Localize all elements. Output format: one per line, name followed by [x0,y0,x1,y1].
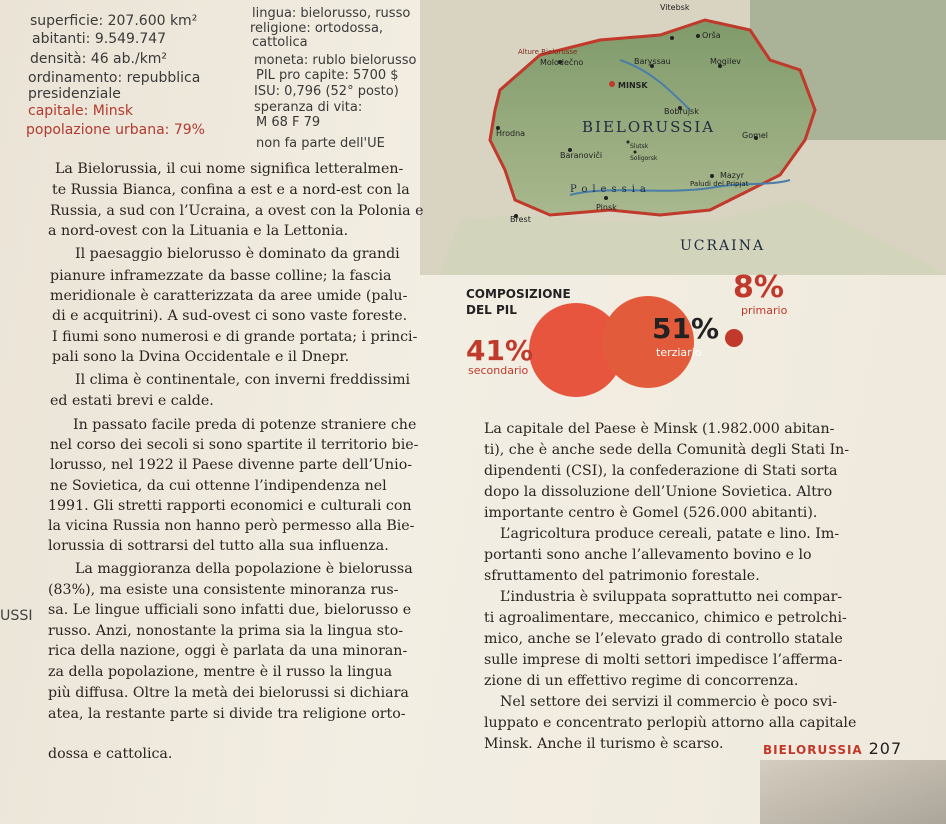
map-belarus [420,0,946,275]
left-text-line: pianure inframezzate da basse colline; la fascia [50,268,392,284]
left-text-line: di e acquitrini). A sud-ovest ci sono vaste foreste. [52,308,408,324]
city-label-pinsk: Pinsk [596,203,617,212]
pie-terziario-pct: 51% [652,312,720,345]
left-text-line: la vicina Russia non hanno però permesso alla Bie- [48,518,415,534]
left-text-line: za della popolazione, mentre è il russo la lingua [48,664,393,680]
sector-primario-circle [725,329,743,347]
left-text-line: nel corso dei secoli si sono spartite il territorio bie- [50,437,419,453]
fact-religione-2: cattolica [252,35,308,50]
map-region-alture: Alture Bielorusse [518,48,578,56]
fact-pil: PIL pro capite: 5700 $ [256,68,399,83]
page-shadow [760,760,946,824]
city-label-slutsk: Slutsk [630,143,649,150]
right-text-line: Minsk. Anche il turismo è scarso. [484,736,724,752]
fact-abitanti: abitanti: 9.549.747 [32,31,167,47]
left-text-line: pali sono la Dvina Occidentale e il Dnepr. [52,349,350,365]
fact-isu: ISU: 0,796 (52° posto) [254,84,399,99]
city-label-soligorsk: Soligorsk [630,155,658,162]
map-neighbor-label: UCRAINA [680,238,766,254]
pie-graphic [520,290,750,420]
footer-label: BIELORUSSIA [763,743,863,757]
pie-title-line-1: COMPOSIZIONE [466,287,571,301]
left-text-line: lorussia di sottrarsi del tutto alla sua influenza. [48,538,389,554]
left-text-line: ed estati brevi e calde. [50,393,214,409]
left-text-line: 1991. Gli stretti rapporti economici e culturali con [48,498,412,514]
fact-densita: densità: 46 ab./km² [30,51,168,67]
right-text-line: dipendenti (CSI), la confederazione di Stati sorta [484,463,838,479]
left-text-line: In passato facile preda di potenze straniere che [73,417,417,433]
right-text-line: sfruttamento del patrimonio forestale. [484,568,760,584]
city-label-mazyr: Mazyr [720,171,745,180]
right-text-line: L’industria è sviluppata soprattutto nei compar- [500,589,843,605]
pie-secondario-label: secondario [468,364,529,377]
city-label-orsa: Orša [702,31,721,40]
left-text-line: Russia, a sud con l’Ucraina, a ovest con la Polonia e [50,203,424,219]
fact-religione: religione: ortodossa, [250,21,384,36]
left-text-line: ne Sovietica, da cui ottenne l’indipendenza nel [50,478,387,494]
left-text-line: I fiumi sono numerosi e di grande portata; i princi- [52,329,418,345]
left-text-line: sa. Le lingue ufficiali sono infatti due, bielorusso e [48,602,412,618]
right-text-line: sulle imprese di molti settori impedisce l’afferma- [484,652,843,668]
left-text-line: Il paesaggio bielorusso è dominato da grandi [75,246,400,262]
city-label-bobrujsk: Bobrujsk [664,107,699,116]
left-text-line: (83%), ma esiste una consistente minoranza rus- [48,582,399,598]
city-label-mogilev: Mogilev [710,57,741,66]
left-text-line: lorusso, nel 1922 il Paese divenne parte dell’Unio- [50,457,413,473]
city-label-gomel: Gomel [742,131,769,140]
map-region-pripjat: Paludi del Pripjat [690,180,749,188]
left-text-line: La maggioranza della popolazione è bielorussa [75,561,413,577]
pie-primario-pct: 8% [733,270,784,305]
right-text-line: dopo la dissoluzione dell’Unione Sovietica. Altro [484,484,833,500]
left-text-line: atea, la restante parte si divide tra religione orto- [48,706,406,722]
right-text-line: portanti sono anche l’allevamento bovino e lo [484,547,812,563]
city-label-hrodna: Hrodna [496,129,526,138]
pie-primario-label: primario [741,304,788,317]
fact-ue: non fa parte dell'UE [256,136,385,151]
left-text-line: La Bielorussia, il cui nome significa letteralmen- [55,161,404,177]
fact-ordinamento-2: presidenziale [28,86,121,102]
fact-speranza: speranza di vita: [254,100,363,115]
left-text-line: a nord-ovest con la Lituania e la Lettonia. [48,223,349,239]
page-footer [763,739,902,758]
city-label-baranovici: Baranoviči [560,151,603,160]
city-label-molodecno: Molodečno [540,58,584,67]
right-text-line: La capitale del Paese è Minsk (1.982.000 abitan- [484,421,835,437]
right-text-line: L’agricoltura produce cereali, patate e lino. Im- [500,526,840,542]
right-text-line: luppato e concentrato perlopiù attorno alla capitale [484,715,857,731]
fact-moneta: moneta: rublo bielorusso [254,53,417,68]
city-label-vitebsk: Vitebsk [660,3,690,12]
fact-superficie: superficie: 207.600 km² [30,13,198,29]
fact-popolazione: popolazione urbana: 79% [26,122,205,138]
left-text-line: Il clima è continentale, con inverni freddissimi [75,372,411,388]
city-label-brest: Brest [510,215,531,224]
map-region-polessia: Polessia [570,184,651,195]
right-text-line: mico, anche se l’elevato grado di controllo statale [484,631,843,647]
left-text-line: più diffusa. Oltre la metà dei bielorussi si dichiara [48,685,409,701]
right-text-line: ti agroalimentare, meccanico, chimico e petrolchi- [484,610,847,626]
pie-secondario-pct: 41% [466,334,534,367]
fact-capitale: capitale: Minsk [28,103,134,119]
pie-terziario-label: terziario [656,346,702,359]
left-text-line: te Russia Bianca, confina a est e a nord-est con la [52,182,410,198]
fact-speranza-val: M 68 F 79 [256,115,321,130]
right-text-line: ti), che è anche sede della Comunità degli Stati In- [484,442,850,458]
right-text-line: importante centro è Gomel (526.000 abitanti). [484,505,818,521]
left-text-line: dossa e cattolica. [48,746,173,762]
right-text-line: Nel settore dei servizi il commercio è poco svi- [500,694,838,710]
right-text-line: zione di un effettivo regime di concorrenza. [484,673,799,689]
map-country-label: BIELORUSSIA [582,118,716,136]
left-text-line: rica della nazione, oggi è parlata da una minoran- [48,643,408,659]
footer-page-number: 207 [868,739,903,758]
left-text-line: russo. Anzi, nonostante la prima sia la lingua sto- [48,623,404,639]
fact-lingua: lingua: bielorusso, russo [252,6,411,21]
pie-title-line-2: DEL PIL [466,303,517,317]
map-svg [420,0,946,275]
city-label-minsk: MINSK [618,81,648,90]
left-text-line: meridionale è caratterizzata da aree umide (palu- [50,288,408,304]
city-label-baryssau: Baryssau [634,57,671,66]
fact-ordinamento: ordinamento: repubblica [28,70,201,86]
edge-fragment: USSI [0,608,33,624]
